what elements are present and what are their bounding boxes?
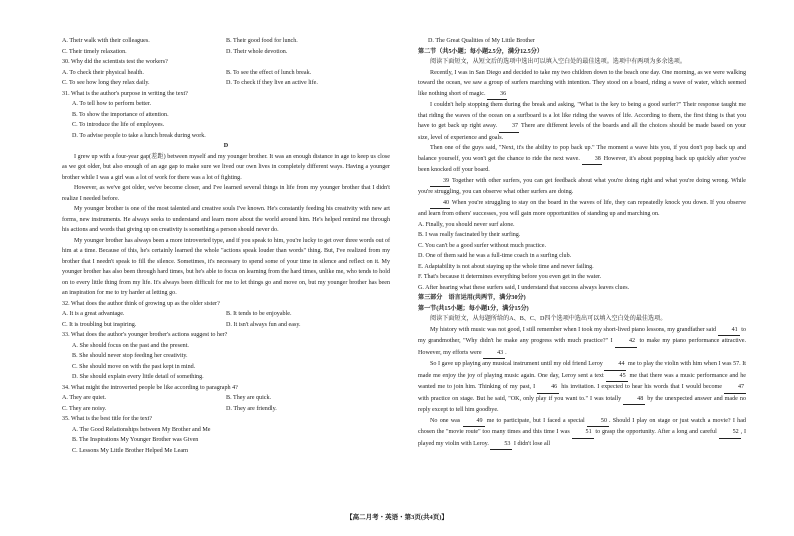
surf-paragraph-3: Then one of the guys said, "Next, it's the ability to pop back up." The moment a wave hits you, if you don't pop back up and balance yourself, you won't get the chance to ride the next wave. 38 However, it's about popping back up quickly after you've been knocked off your board.	[418, 145, 747, 173]
q30-options-row1	[62, 68, 390, 79]
q33-option-d[interactable]: D. She should explain every little detail of something.	[72, 374, 204, 380]
q30-option-b[interactable]: B. To see the effect of lunch break.	[226, 69, 312, 76]
question-35: 35. What is the best title for the text?	[62, 416, 153, 422]
q29-options-row1	[62, 36, 390, 47]
q31-option-a[interactable]: A. To tell how to perform better.	[72, 101, 152, 107]
option-f[interactable]: F. That's because it determines everything before you even get in the water.	[418, 274, 602, 280]
blank-43[interactable]: 43	[483, 348, 505, 360]
blank-51[interactable]: 51	[572, 427, 594, 439]
blank-49[interactable]: 49	[463, 416, 485, 428]
blank-50[interactable]: 50	[587, 416, 609, 428]
page-footer: 【高二月考・英语・第3页(共4页)】	[346, 514, 448, 521]
surf-paragraph-1: Recently, I was in San Diego and decided to take my two children down to the beach one day. One morning, as we were walking toward the ocean, we saw a group of surfers marching with intention. They stood on a board, riding a wave of water, which seemed like nothing short of magic. 36	[418, 68, 746, 101]
blank-37[interactable]: 37	[499, 121, 519, 133]
surf-paragraph-4: 39 Together with other surfers, you can get feedback about what you're doing right and what you're doing wrong. While you're struggling, you can observe what other surfers are doing.	[418, 177, 746, 195]
q34-option-a[interactable]: A. They are quiet.	[62, 395, 107, 401]
q35-option-b[interactable]: B. The Inspirations My Younger Brother was Given	[72, 437, 199, 443]
q32-option-c[interactable]: C. It is troubling but inspiring.	[62, 321, 137, 328]
blank-41[interactable]: 41	[718, 325, 740, 337]
option-e[interactable]: E. Adaptability is not about staying up the whole time and never failing.	[418, 263, 594, 270]
section-2-instructions: 阅读下面短文，从短文后的选项中选出可以填入空白处的最佳选项。选项中有两项为多余选项。	[430, 59, 686, 65]
q30-options-row2	[62, 78, 390, 89]
q34-option-c[interactable]: C. They are noisy.	[62, 405, 107, 412]
passage-d-p2: However, as we've got older, we've become closer, and I've learned several things in life from my younger brother that I didn't realize I needed before.	[62, 185, 390, 202]
part-3-title: 第三部分 语言运用(共两节，满分30分)	[418, 295, 526, 301]
q29-option-d[interactable]: D. Their whole devotion.	[226, 48, 288, 55]
q32-option-a[interactable]: A. It is a great advantage.	[62, 311, 125, 317]
blank-40[interactable]: 40	[430, 198, 450, 210]
q34-option-b[interactable]: B. They are quick.	[226, 395, 272, 401]
blank-44[interactable]: 44	[604, 359, 626, 371]
q30-option-a[interactable]: A. To check their physical health.	[62, 69, 144, 76]
question-30: 30. Why did the scientists test the workers?	[62, 59, 168, 65]
question-33: 33. What does the author's younger brother's actions suggest to her?	[62, 332, 228, 338]
option-g[interactable]: G. After hearing what these surfers said, I understand that success always leaves clues.	[418, 284, 630, 291]
cloze-paragraph-2: So I gave up playing any musical instrument until my old friend Leroy 44 me to play the violin with him when I was 57. It made me enjoy the joy of playing music again. One day, Leroy sent a text 45 me that there was a music performance and he wanted me to join him. Thinking of my past, I 46 his invitation. I expected to hear his words that I would become 47 with practice on stage. But he said, "OK, only play if you want to." I was totally 48 by the unexpected answer and made no reply except to tell him goodbye.	[418, 361, 746, 413]
passage-d-p1: I grew up with a four-year gap(差距) between myself and my younger brother. It was an enough distance in age to keep us close as we got older, but also enough of an age gap to make sure we lived our own lives in completely different ways. Having a younger brother while I was a girl was a lot of work for there was a lot of fighting.	[62, 153, 390, 181]
blank-52[interactable]: 52	[719, 427, 741, 439]
section-2-title: 第二节（共5小题；每小题2.5分，满分12.5分）	[418, 48, 543, 55]
question-32: 32. What does the author think of growing up as the older sister?	[62, 300, 220, 307]
option-d[interactable]: D. One of them said he was a full-time coach in a surfing club.	[418, 253, 572, 259]
part-3-section-1-title: 第一节(共15小题；每小题1分，满分15分)	[418, 305, 529, 312]
q34-option-d[interactable]: D. They are friendly.	[226, 405, 277, 412]
section-d-heading: D	[223, 143, 229, 149]
passage-d-p3: My younger brother is one of the most talented and creative souls I've known. He's constantly feeding his creativity with new art forms, new instruments. He always seeks to understand and learn more about the world around him. He's helped remind me through his actions and words that giving up on creativity is something a person should never do.	[62, 206, 390, 233]
q34-options-row1	[62, 393, 390, 404]
surf-paragraph-5: 40 When you're struggling to stay on the board in the waves of life, they can repeatedly knock you down. If you observe and learn from others' successes, you will gain more opportunities of standing up and marching on.	[418, 199, 746, 217]
question-31: 31. What is the author's purpose in writing the text?	[62, 90, 188, 97]
blank-39[interactable]: 39	[430, 176, 450, 188]
blank-48[interactable]: 48	[623, 394, 645, 406]
q35-option-d[interactable]: D. The Great Qualities of My Little Brother	[428, 38, 535, 44]
cloze-paragraph-1: My history with music was not good, I still remember when I took my short-lived piano lessons, my grandfather said 41 to my grandmother, "Why didn't he make any progress with much practice?" I 42 to make my piano performance attractive. However, my efforts were 43 .	[418, 325, 746, 360]
question-34: 34. What might the introverted people be like according to paragraph 4?	[62, 384, 238, 391]
q31-option-b[interactable]: B. To show the importance of attention.	[72, 111, 169, 118]
q29-options-row2	[62, 47, 390, 58]
cloze-paragraph-3: No one was 49 me to participate, but I faced a special 50 . Should I play on stage or just watch a movie? I had chosen the "movie route" too many times and this time I was 51 to grasp the opportunity. After a long and careful 52 , I played my violin with Leroy. 53 I didn't lose all	[418, 416, 746, 451]
q30-option-d[interactable]: D. To check if they live an active life.	[226, 80, 318, 86]
blank-53[interactable]: 53	[490, 439, 512, 451]
q35-option-a[interactable]: A. The Good Relationships between My Brother and Me	[72, 426, 211, 433]
option-a[interactable]: A. Finally, you should never surf alone.	[418, 221, 515, 228]
right-column	[418, 36, 746, 450]
blank-38[interactable]: 38	[582, 154, 602, 166]
blank-46[interactable]: 46	[537, 382, 559, 394]
q34-options-row2	[62, 404, 390, 415]
q29-option-c[interactable]: C. Their timely relaxation.	[62, 48, 127, 55]
surf-paragraph-2: I couldn't help stopping them during the break and asking, "What is the key to being a good surfer?" Their response taught me that riding the waves of the ocean on a surfboard is a lot like riding the waves of life. According to them, the first thing is that you have to get back up right away. 37 There are different levels of the boards and all the choices should be made based on your size, level of experience and goals.	[418, 102, 746, 141]
q33-option-c[interactable]: C. She should move on with the past kept in mind.	[72, 363, 196, 370]
q31-option-c[interactable]: C. To introduce the life of employees.	[72, 122, 165, 128]
q32-option-d[interactable]: D. It isn't always fun and easy.	[226, 321, 301, 328]
blank-42[interactable]: 42	[615, 336, 637, 348]
blank-45[interactable]: 45	[606, 371, 628, 383]
q29-option-a[interactable]: A. Their walk with their colleagues.	[62, 38, 150, 44]
part-3-instructions: 阅读下面短文，从每题所给的A、B、C、D四个选项中选出可以填入空白处的最佳选项。	[430, 316, 667, 322]
q31-option-d[interactable]: D. To advise people to take a lunch break during work.	[72, 132, 206, 139]
q35-option-c[interactable]: C. Lessons My Little Brother Helped Me Learn	[72, 447, 189, 454]
q30-option-c[interactable]: C. To see how long they relax daily.	[62, 80, 150, 86]
option-b[interactable]: B. I was really fascinated by their surfing.	[418, 232, 521, 238]
blank-47[interactable]: 47	[724, 382, 746, 394]
option-c[interactable]: C. You can't be a good surfer without much practice.	[418, 242, 547, 249]
blank-36[interactable]: 36	[487, 89, 507, 101]
q33-option-b[interactable]: B. She should never stop feeding her creativity.	[72, 353, 188, 359]
left-column	[62, 36, 390, 456]
q33-option-a[interactable]: A. She should focus on the past and the present.	[72, 342, 189, 349]
q32-options-row2	[62, 320, 390, 331]
q32-options-row1	[62, 309, 390, 320]
passage-d-p4: My younger brother has always been a more introverted type, and if you speak to him, you're lucky to get over three words out of him at a time. Because of this, he's certainly learned the whole "actions speak louder than words" thing. But, I've realized from my brother that I needn't speak to fill the silence. Sometimes, it's necessary to spend some of your time in silence and reflect on it. My younger brother has also been through hard times, but he's able to focus on learning from the hard times, unlike me, who tends to hold on to every little thing from my life. It's always been difficult for me to let things go and move on, but my younger brother has been an inspiration for me to try harder at letting go.	[62, 237, 390, 296]
q32-option-b[interactable]: B. It tends to be enjoyable.	[226, 311, 292, 317]
q29-option-b[interactable]: B. Their good food for lunch.	[226, 38, 298, 44]
